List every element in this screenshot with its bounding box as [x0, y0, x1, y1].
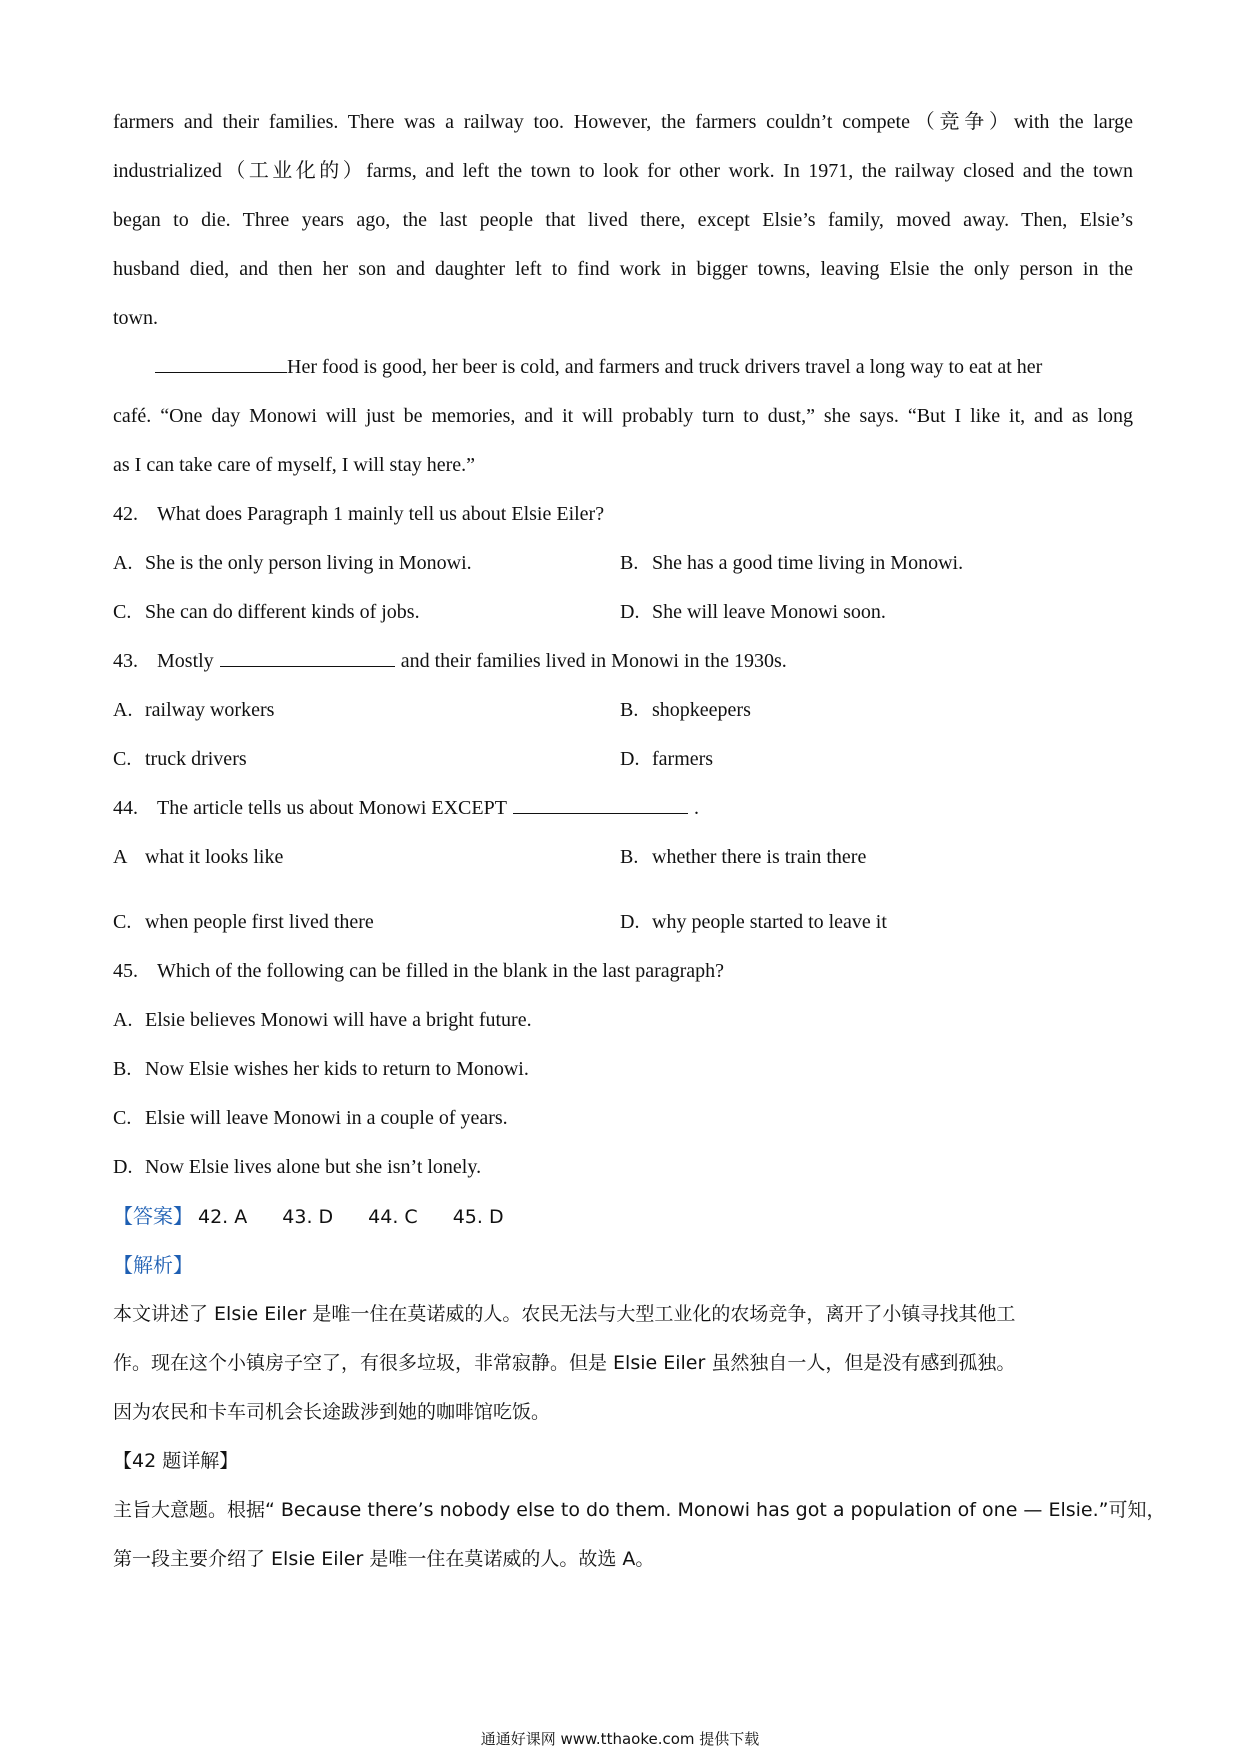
passage-line: café. “One day Monowi will just be memories, and it will probably turn to dust,” she says. “But I like it, and as long: [113, 405, 1133, 427]
answer-item: 44. C: [368, 1206, 418, 1228]
option-text: She can do different kinds of jobs.: [145, 601, 420, 623]
option-text: She has a good time living in Monowi.: [652, 552, 964, 574]
passage-paragraph-1: [113, 98, 1133, 343]
option-letter: A.: [113, 699, 133, 721]
question-text: Which of the following can be filled in the blank in the last paragraph?: [157, 960, 725, 982]
passage-line: industrialized（工业化的）farms, and left the town to look for other work. In 1971, the railway closed and the town: [113, 160, 1133, 182]
option-text: whether there is train there: [652, 846, 867, 868]
option-row: [113, 833, 1133, 898]
option-row: [113, 539, 1133, 588]
option-b: [620, 539, 1127, 588]
option-text: why people started to leave it: [652, 911, 887, 933]
option-letter: C.: [113, 911, 132, 933]
option-c: [113, 735, 620, 784]
answer-blank: [155, 350, 287, 373]
question-42: [113, 490, 1133, 637]
option-text: when people first lived there: [145, 911, 374, 933]
question-number: 45.: [113, 960, 138, 982]
answer-blank: [513, 791, 688, 814]
option-letter: C.: [113, 1107, 132, 1129]
option-letter: D.: [620, 601, 640, 623]
question-text: .: [693, 797, 699, 819]
answer-item: 42. A: [198, 1206, 248, 1228]
option-d: [620, 898, 1127, 947]
passage-line: town.: [113, 307, 158, 329]
passage-line-text: Her food is good, her beer is cold, and farmers and truck drivers travel a long way to eat at her: [287, 356, 1043, 378]
analysis-line: 本文讲述了 Elsie Eiler 是唯一住在莫诺威的人。农民无法与大型工业化的农场竞争，离开了小镇寻找其他工: [113, 1303, 1016, 1325]
question-number: 44.: [113, 797, 138, 819]
option-text: Now Elsie wishes her kids to return to Monowi.: [145, 1058, 529, 1080]
answer-item: 45. D: [452, 1206, 504, 1228]
option-text: Now Elsie lives alone but she isn’t lonely.: [145, 1156, 482, 1178]
detail-line: 第一段主要介绍了 Elsie Eiler 是唯一住在莫诺威的人。故选 A。: [113, 1548, 655, 1570]
option-c: [113, 898, 620, 947]
option-row: [113, 898, 1133, 947]
option-c: [113, 588, 620, 637]
question-stem: [113, 947, 1133, 996]
option-letter: B.: [620, 552, 639, 574]
option-row: [113, 588, 1133, 637]
option-letter: D.: [113, 1156, 133, 1178]
passage-line: husband died, and then her son and daughter left to find work in bigger towns, leaving Elsie the only person in the: [113, 258, 1133, 280]
option-a: [113, 996, 1133, 1045]
option-text: shopkeepers: [652, 699, 751, 721]
passage-line: [113, 343, 1133, 392]
option-letter: B.: [620, 699, 639, 721]
option-d: [113, 1143, 1133, 1192]
question-stem: [113, 490, 1133, 539]
option-text: railway workers: [145, 699, 275, 721]
document-page: [113, 98, 1166, 1584]
option-d: [620, 735, 1127, 784]
question-text: Mostly: [157, 650, 214, 672]
question-text: The article tells us about Monowi EXCEPT: [157, 797, 507, 819]
analysis-heading: [113, 1241, 1133, 1290]
answer-item: 43. D: [282, 1206, 334, 1228]
question-44: [113, 784, 1133, 947]
detail-line: 主旨大意题。根据“ Because there’s nobody else to do them. Monowi has got a population of one — Elsie.”可知，: [113, 1499, 1166, 1521]
analysis-line: 因为农民和卡车司机会长途跋涉到她的咖啡馆吃饭。: [113, 1401, 551, 1423]
option-letter: D.: [620, 748, 640, 770]
question-text: What does Paragraph 1 mainly tell us about Elsie Eiler?: [157, 503, 605, 525]
option-text: Elsie believes Monowi will have a bright future.: [145, 1009, 532, 1031]
option-row: [113, 735, 1133, 784]
passage-line: began to die. Three years ago, the last people that lived there, except Elsie’s family, moved away. Then, Elsie’s: [113, 209, 1133, 231]
option-text: farmers: [652, 748, 714, 770]
option-letter: A: [113, 846, 128, 868]
passage-line: farmers and their families. There was a railway too. However, the farmers couldn’t compete（竞争）with the large: [113, 111, 1133, 133]
analysis-line: 作。现在这个小镇房子空了，有很多垃圾，非常寂静。但是 Elsie Eiler 虽然独自一人，但是没有感到孤独。: [113, 1352, 1016, 1374]
answer-key: [113, 1192, 1133, 1241]
question-stem: [113, 637, 1133, 686]
passage-line: as I can take care of myself, I will stay here.”: [113, 454, 476, 476]
option-b: [620, 686, 1127, 735]
option-b: [113, 1045, 1133, 1094]
page-footer: 通通好课网 www.tthaoke.com 提供下载: [480, 1730, 760, 1748]
option-letter: B.: [620, 846, 639, 868]
option-letter: C.: [113, 601, 132, 623]
question-stem: [113, 784, 1133, 833]
option-a: [113, 686, 620, 735]
option-text: She is the only person living in Monowi.: [145, 552, 472, 574]
answer-label: 【答案】: [113, 1204, 193, 1228]
option-row: [113, 686, 1133, 735]
question-43: [113, 637, 1133, 784]
option-letter: C.: [113, 748, 132, 770]
option-d: [620, 588, 1127, 637]
option-a: [113, 833, 620, 898]
detail-42-heading: 【42 题详解】: [113, 1450, 239, 1472]
option-c: [113, 1094, 1133, 1143]
question-number: 42.: [113, 503, 138, 525]
analysis-body: [113, 1290, 1133, 1437]
option-text: truck drivers: [145, 748, 247, 770]
option-letter: A.: [113, 552, 133, 574]
passage-paragraph-2: [113, 343, 1133, 490]
option-text: Elsie will leave Monowi in a couple of years.: [145, 1107, 508, 1129]
question-text: and their families lived in Monowi in the 1930s.: [400, 650, 787, 672]
option-letter: B.: [113, 1058, 132, 1080]
option-text: what it looks like: [145, 846, 284, 868]
analysis-label: 【解析】: [113, 1253, 193, 1277]
answer-blank: [220, 644, 395, 667]
option-b: [620, 833, 1127, 898]
option-a: [113, 539, 620, 588]
option-letter: D.: [620, 911, 640, 933]
option-letter: A.: [113, 1009, 133, 1031]
question-number: 43.: [113, 650, 138, 672]
option-text: She will leave Monowi soon.: [652, 601, 886, 623]
detail-42-body: [113, 1486, 1166, 1584]
question-45: [113, 947, 1133, 1192]
